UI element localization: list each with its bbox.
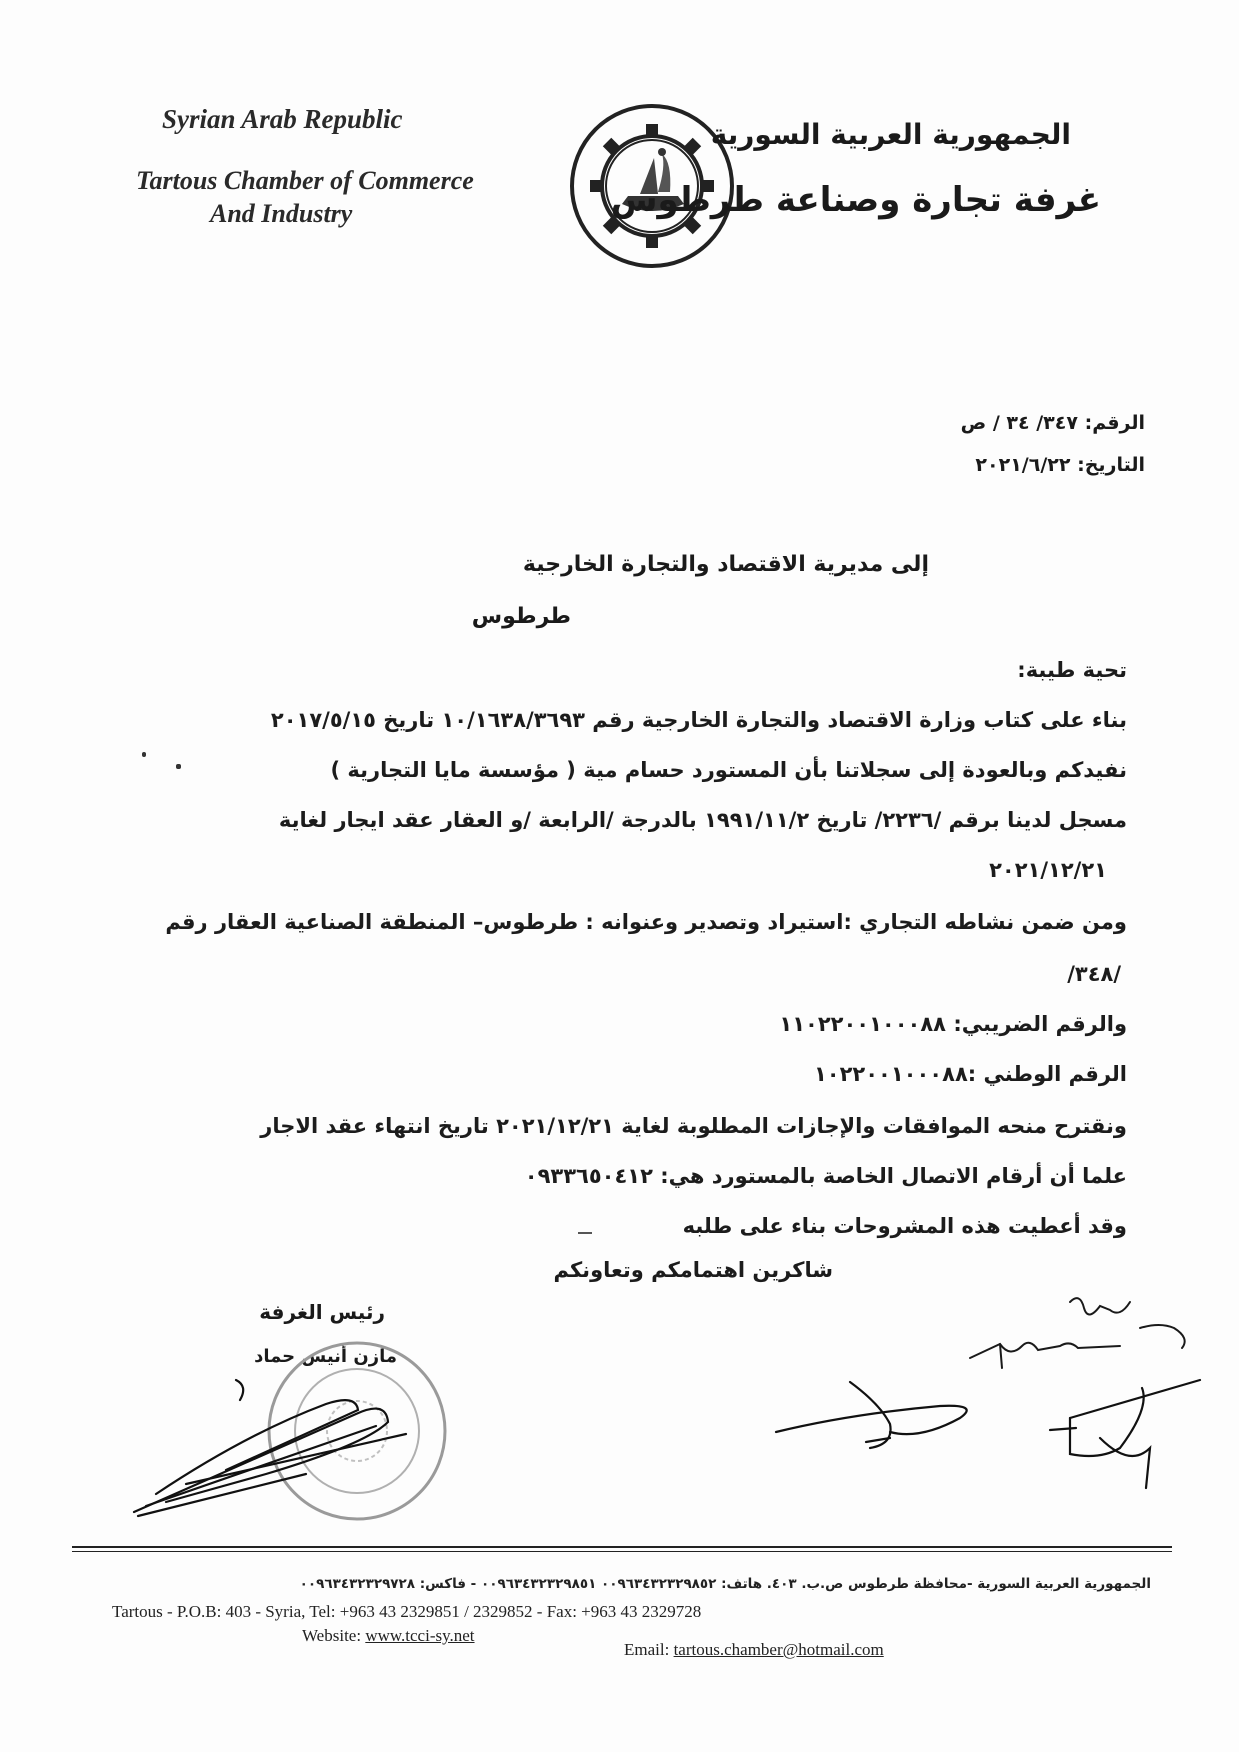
- footer-rule-top: [72, 1546, 1172, 1548]
- header-chamber-en-line1: Tartous Chamber of Commerce: [136, 166, 474, 195]
- date-line: [975, 454, 1145, 476]
- signatory-title: رئيس الغرفة: [259, 1300, 385, 1324]
- body-line-5: ومن ضمن نشاطه التجاري :استيراد وتصدير وعنوانه : طرطوس– المنطقة الصناعية العقار رقم: [165, 910, 1127, 934]
- header-country-ar: الجمهورية العربية السورية: [710, 118, 1071, 151]
- signature-icon: [126, 1374, 456, 1524]
- approval-signature: [770, 1378, 1220, 1498]
- reference-value: ٣٤٧/ ٣٤ / ص: [960, 412, 1078, 434]
- president-signature: [126, 1374, 456, 1524]
- reference-line: [961, 412, 1145, 434]
- email-link[interactable]: tartous.chamber@hotmail.com: [673, 1640, 884, 1659]
- footer-website: [302, 1626, 475, 1646]
- body-line-6: /٣٤٨/: [1067, 962, 1121, 986]
- footer-rule-bottom: [72, 1551, 1172, 1552]
- footer-address-ar: الجمهورية العربية السورية -محافظة طرطوس ص.ب. ٤٠٣. هاتف: ٠٠٩٦٣٤٣٢٣٢٩٨٥٢ ٠٠٩٦٣٤٣٢٣٢٩٨٥١ - فاكس: ٠٠٩٦٣٤٣٢٣٢٩٧٢٨: [299, 1576, 1151, 1592]
- closing: شاكرين اهتمامكم وتعاونكم: [553, 1258, 833, 1282]
- header-chamber-ar: غرفة تجارة وصناعة طرطوس: [610, 180, 1101, 220]
- header-country-en: Syrian Arab Republic: [162, 104, 403, 134]
- footer-address-en: Tartous - P.O.B: 403 - Syria, Tel: +963 43 2329851 / 2329852 - Fax: +963 43 2329728: [112, 1602, 702, 1621]
- signatory-name: مازن أنيس حماد: [254, 1346, 397, 1367]
- national-number-line: الرقم الوطني :١٠٢٢٠٠١٠٠٠٨٨: [813, 1062, 1127, 1086]
- body-line-11: وقد أعطيت هذه المشروحات بناء على طلبه: [682, 1214, 1127, 1238]
- email-label: Email:: [624, 1640, 670, 1659]
- recipient-line1: إلى مديرية الاقتصاد والتجارة الخارجية: [522, 552, 929, 577]
- date-value: ٢٠٢١/٦/٢٢: [975, 454, 1071, 476]
- reference-label: الرقم:: [1084, 412, 1145, 434]
- website-link[interactable]: www.tcci-sy.net: [365, 1626, 475, 1645]
- recipient-line2: طرطوس: [471, 604, 571, 629]
- tax-number-line: والرقم الضريبي: ١١٠٢٢٠٠١٠٠٠٨٨: [779, 1012, 1127, 1036]
- body-line-2: نفيدكم وبالعودة إلى سجلاتنا بأن المستورد حسام مية ( مؤسسة مايا التجارية ): [330, 758, 1127, 782]
- signature-icon: [770, 1378, 1220, 1498]
- body-line-9: ونقترح منحه الموافقات والإجازات المطلوبة لغاية ٢٠٢١/١٢/٢١ تاريخ انتهاء عقد الاجار: [260, 1114, 1127, 1138]
- date-label: التاريخ:: [1077, 454, 1145, 476]
- scan-speck: [176, 764, 181, 769]
- contact-line: علما أن أرقام الاتصال الخاصة بالمستورد هي: ٠٩٣٣٦٥٠٤١٢: [524, 1164, 1127, 1188]
- greeting: تحية طيبة:: [1017, 658, 1127, 682]
- website-label: Website:: [302, 1626, 362, 1645]
- body-line-3: مسجل لدينا برقم /٢٢٣٦/ تاريخ ١٩٩١/١١/٢ بالدرجة /الرابعة /و العقار عقد ايجار لغاية: [278, 808, 1127, 832]
- header-chamber-en-line2: And Industry: [210, 199, 353, 228]
- body-line-1: بناء على كتاب وزارة الاقتصاد والتجارة الخارجية رقم ١٠/١٦٣٨/٣٦٩٣ تاريخ ٢٠١٧/٥/١٥: [270, 708, 1127, 732]
- footer-email: [624, 1640, 884, 1660]
- scan-speck: [142, 752, 146, 757]
- body-line-4: ٢٠٢١/١٢/٢١: [989, 858, 1107, 882]
- scan-speck: [578, 1232, 592, 1234]
